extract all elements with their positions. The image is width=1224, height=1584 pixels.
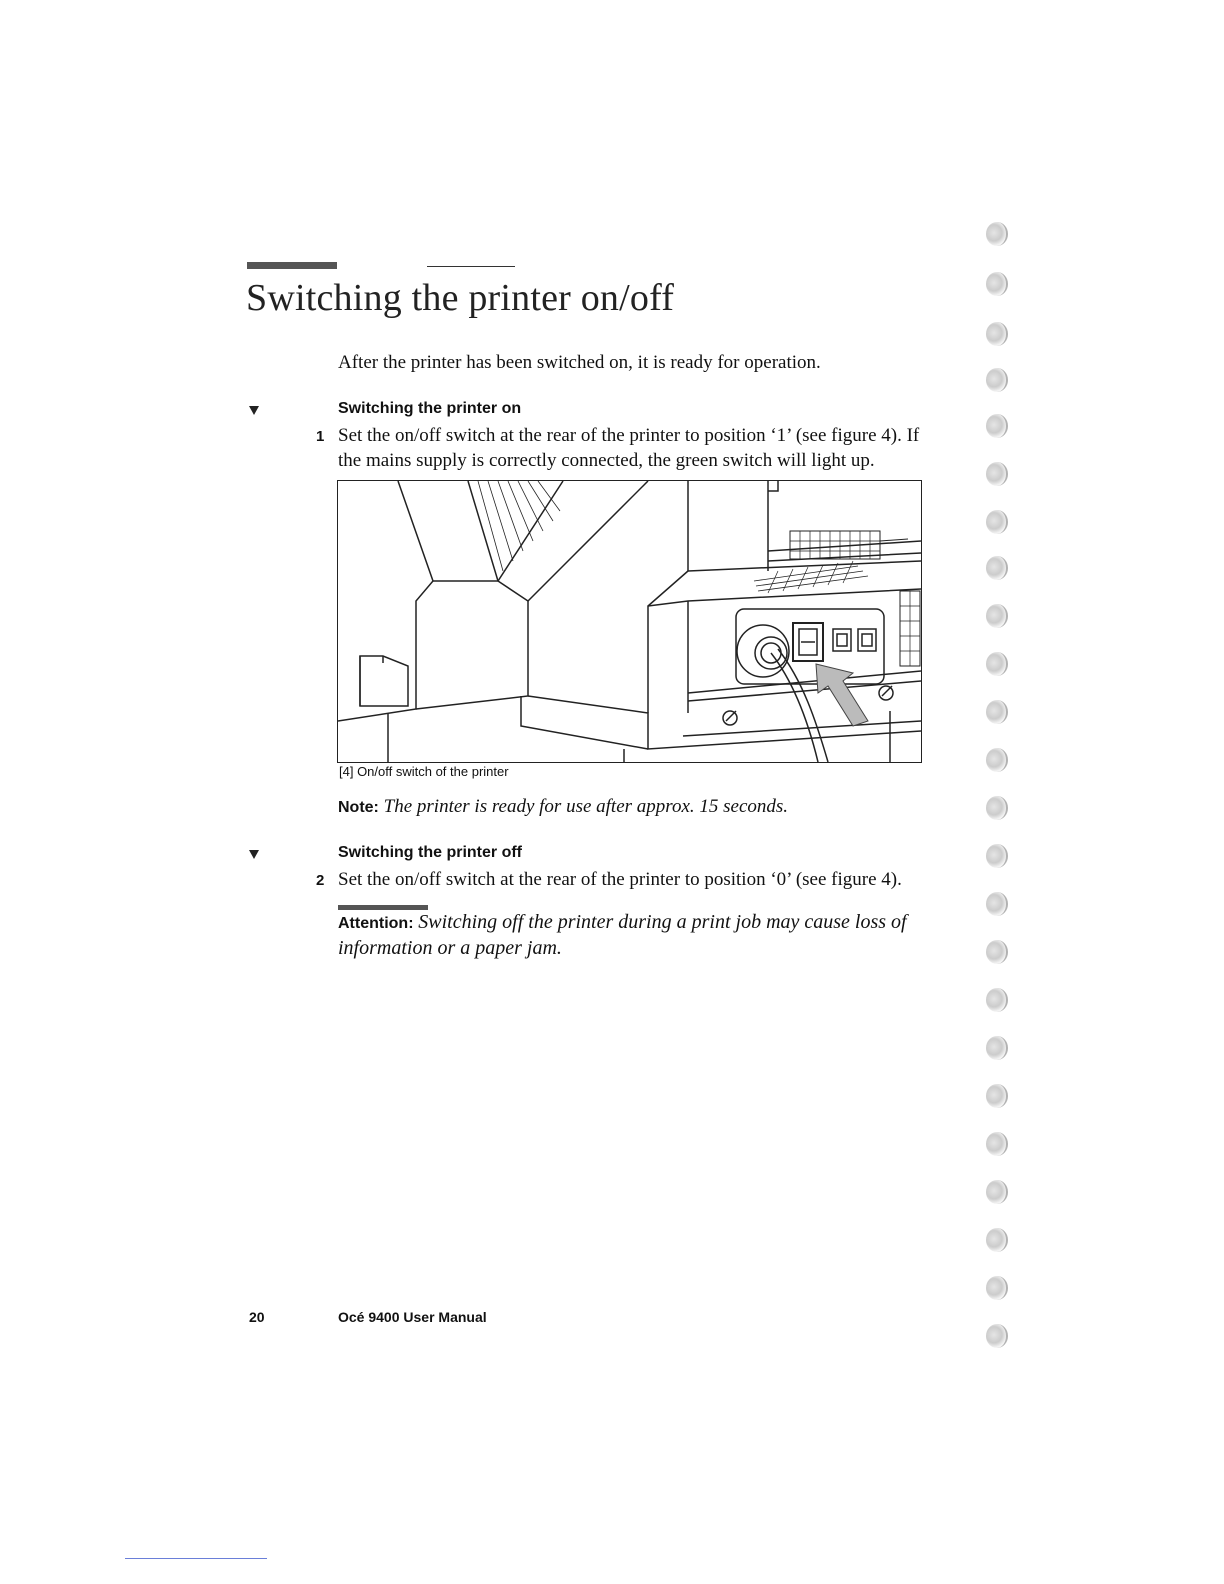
section-heading-on: Switching the printer on <box>338 400 522 417</box>
binder-hole-icon <box>986 1324 1008 1348</box>
binder-hole-icon <box>986 1276 1008 1300</box>
note-text: The printer is ready for use after approx. 15 seconds. <box>383 796 789 817</box>
scan-edge-line <box>125 1558 267 1559</box>
step-text-1: Set the on/off switch at the rear of the printer to position ‘1’ (see figure 4). If the mains supply is correctly connected, the green switch will light up. <box>338 425 920 471</box>
page-title: Switching the printer on/off <box>246 277 675 319</box>
attention-block <box>338 910 918 961</box>
binder-hole-icon <box>986 988 1008 1012</box>
section-bullet-icon <box>249 406 259 415</box>
footer-manual-title: Océ 9400 User Manual <box>338 1309 487 1325</box>
binder-hole-icon <box>986 222 1008 246</box>
title-rule-thin <box>427 266 515 267</box>
binder-hole-icon <box>986 462 1008 486</box>
binder-hole-icon <box>986 322 1008 346</box>
binder-hole-icon <box>986 652 1008 676</box>
section-heading-off: Switching the printer off <box>338 844 522 861</box>
binder-hole-icon <box>986 1036 1008 1060</box>
printer-rear-illustration <box>338 481 921 762</box>
figure-printer-switch <box>337 480 922 763</box>
binder-hole-icon <box>986 510 1008 534</box>
title-rule-dark <box>247 262 337 269</box>
section-bullet-icon <box>249 850 259 859</box>
attention-text: Switching off the printer during a print job may cause loss of information or a paper jam. <box>338 911 907 959</box>
page-number: 20 <box>249 1309 265 1325</box>
binder-hole-icon <box>986 796 1008 820</box>
binder-hole-icon <box>986 604 1008 628</box>
binder-hole-icon <box>986 368 1008 392</box>
binder-hole-icon <box>986 700 1008 724</box>
step-number-1: 1 <box>316 428 325 445</box>
intro-paragraph: After the printer has been switched on, it is ready for operation. <box>338 352 821 373</box>
attention-label: Attention: <box>338 915 414 932</box>
note-label: Note: <box>338 799 379 816</box>
binder-hole-icon <box>986 1084 1008 1108</box>
binder-hole-icon <box>986 940 1008 964</box>
binder-hole-icon <box>986 1180 1008 1204</box>
binder-hole-icon <box>986 556 1008 580</box>
binder-hole-icon <box>986 748 1008 772</box>
binder-hole-icon <box>986 1132 1008 1156</box>
binder-hole-icon <box>986 892 1008 916</box>
binder-hole-icon <box>986 272 1008 296</box>
binder-hole-icon <box>986 414 1008 438</box>
binder-hole-icon <box>986 1228 1008 1252</box>
note-line <box>338 794 788 820</box>
step-text-2: Set the on/off switch at the rear of the printer to position ‘0’ (see figure 4). <box>338 869 902 890</box>
figure-caption: [4] On/off switch of the printer <box>339 764 509 779</box>
step-number-2: 2 <box>316 872 325 889</box>
binder-hole-icon <box>986 844 1008 868</box>
